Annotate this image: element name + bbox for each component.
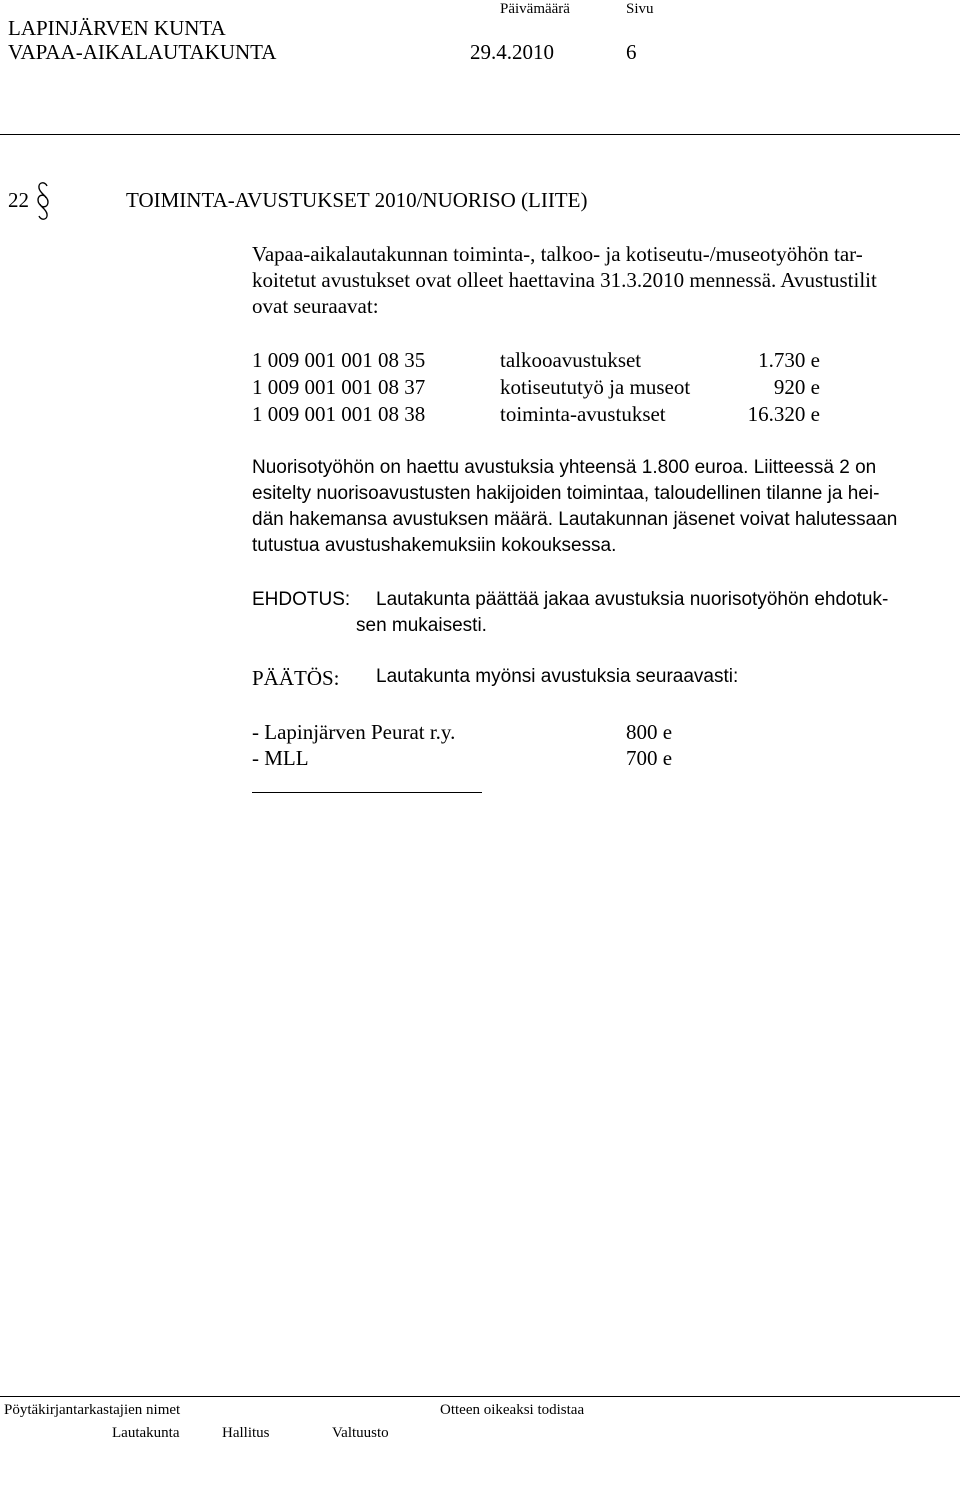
section-sign-icon xyxy=(36,180,50,222)
grant-recipient: - MLL xyxy=(252,746,309,770)
account-amount: 1.730 e xyxy=(758,348,820,372)
account-amount: 920 e xyxy=(773,375,820,399)
proposal-label: EHDOTUS: xyxy=(252,589,351,610)
body-hallitus: Hallitus xyxy=(222,1425,270,1441)
municipality-name: LAPINJÄRVEN KUNTA xyxy=(8,16,226,40)
youth-line-3: dän hakemansa avustuksen määrä. Lautakunnan jäsenet voivat halutessaan xyxy=(252,509,898,530)
account-number: 1 009 001 001 08 37 xyxy=(252,375,426,399)
youth-line-2: esitelty nuorisoavustusten hakijoiden toimintaa, taloudellinen tilanne ja hei- xyxy=(252,483,880,504)
reviewers-label: Pöytäkirjantarkastajien nimet xyxy=(4,1402,181,1418)
account-name: toiminta-avustukset xyxy=(500,402,666,426)
intro-line-3: ovat seuraavat: xyxy=(252,294,379,318)
date-label: Päivämäärä xyxy=(500,1,570,17)
proposal-line-2: sen mukaisesti. xyxy=(356,615,487,636)
intro-line-2: koitetut avustukset ovat olleet haettavina 31.3.2010 mennessä. Avustustilit xyxy=(252,268,877,292)
account-amount: 16.320 e xyxy=(747,402,820,426)
footer-divider xyxy=(0,1396,960,1397)
intro-line-1: Vapaa-aikalautakunnan toiminta-, talkoo- ja kotiseutu-/museotyöhön tar- xyxy=(252,242,863,266)
grant-amount: 800 e xyxy=(626,720,673,744)
meeting-date: 29.4.2010 xyxy=(470,40,554,64)
committee-name: VAPAA-AIKALAUTAKUNTA xyxy=(8,40,277,64)
header-divider xyxy=(0,134,960,135)
decision-text: Lautakunta myönsi avustuksia seuraavasti: xyxy=(376,666,739,687)
section-number: 22 xyxy=(8,188,29,212)
grant-amount: 700 e xyxy=(626,746,673,770)
account-name: talkooavustukset xyxy=(500,348,642,372)
account-name: kotiseututyö ja museot xyxy=(500,375,691,399)
account-number: 1 009 001 001 08 38 xyxy=(252,402,426,426)
youth-line-1: Nuorisotyöhön on haettu avustuksia yhteensä 1.800 euroa. Liitteessä 2 on xyxy=(252,457,877,478)
page-label: Sivu xyxy=(626,1,654,17)
grant-recipient: - Lapinjärven Peurat r.y. xyxy=(252,720,456,744)
section-title: TOIMINTA-AVUSTUKSET 2010/NUORISO (LIITE) xyxy=(126,188,588,212)
body-valtuusto: Valtuusto xyxy=(332,1425,389,1441)
youth-line-4: tutustua avustushakemuksiin kokouksessa. xyxy=(252,535,617,556)
page-number: 6 xyxy=(626,40,637,64)
proposal-line-1: Lautakunta päättää jakaa avustuksia nuorisotyöhön ehdotuk- xyxy=(376,589,889,610)
closing-line xyxy=(252,792,482,793)
decision-label: PÄÄTÖS: xyxy=(252,666,340,690)
account-number: 1 009 001 001 08 35 xyxy=(252,348,426,372)
extract-label: Otteen oikeaksi todistaa xyxy=(440,1402,585,1418)
body-lautakunta: Lautakunta xyxy=(112,1425,180,1441)
